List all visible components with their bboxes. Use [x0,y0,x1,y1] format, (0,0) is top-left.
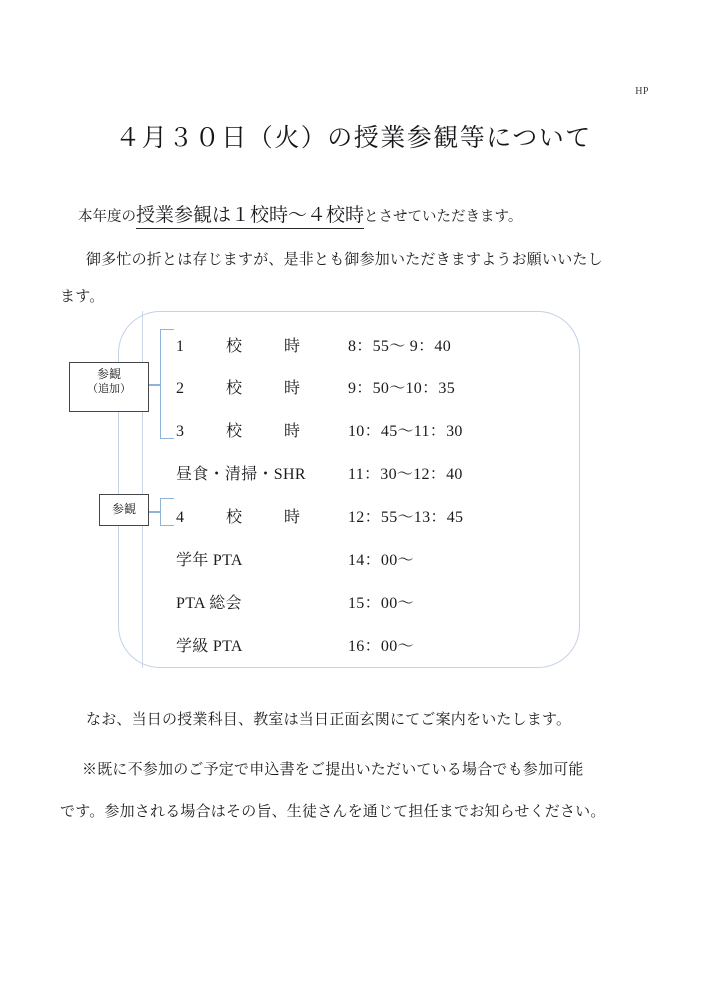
annotation-label-main: 参観 [96,367,121,381]
schedule-row-time: 9：50～10：35 [348,380,455,397]
schedule-row-time: 11：30～12：40 [348,466,463,483]
bracket-stub-1 [149,384,161,386]
schedule-row [118,375,580,418]
annotation-label-main: 参観 [111,502,136,516]
lead-prefix: 本年度の [78,209,136,225]
schedule-row-label: 学年 PTA [176,552,243,569]
schedule-row-label: PTA 総会 [176,595,242,612]
schedule-row-label: 2 校 時 [176,380,314,397]
schedule-row-time: 12：55～13：45 [348,509,464,526]
footer-note-1: なお、当日の授業科目、教室は当日正面玄関にてご案内をいたします。 [86,712,572,728]
schedule-row-time: 14：00～ [348,552,414,569]
schedule-row [118,461,580,504]
schedule-row [118,547,580,590]
intro-paragraph-line2: ます。 [60,289,105,305]
schedule-row [118,504,580,547]
annotation-box-sankan-additional [69,362,149,412]
schedule-row-label: 1 校 時 [176,338,314,355]
bracket-stub-2 [149,511,161,513]
schedule-row-label: 昼食・清掃・SHR [176,466,306,483]
lead-suffix: とさせていただきます。 [364,209,523,225]
bracket-period-4 [160,498,174,526]
annotation-box-sankan [99,494,149,526]
schedule-row-label: 4 校 時 [176,509,314,526]
schedule-row [118,418,580,461]
schedule-list [118,311,580,668]
schedule-row-time: 10：45～11：30 [348,423,463,440]
schedule-row-label: 3 校 時 [176,423,314,440]
footer-note-2-line1: ※既に不参加のご予定で申込書をご提出いただいている場合でも参加可能 [82,762,584,778]
lead-emphasis: 授業参観は１校時～４校時 [136,205,364,229]
schedule-row [118,333,580,376]
schedule-row [118,590,580,633]
page-title: ４月３０日（火）の授業参観等について [115,125,592,152]
schedule-row-time: 8：55～ 9：40 [348,338,451,355]
bracket-periods-1-3 [160,329,174,439]
schedule-row-time: 16：00～ [348,638,414,655]
schedule-row-time: 15：00～ [348,595,414,612]
hp-marker: HP [635,86,649,97]
schedule-row-label: 学級 PTA [176,638,243,655]
lead-statement [78,200,522,227]
schedule-row [118,633,580,676]
annotation-label-sub: （追加） [87,383,131,396]
footer-note-2-line2: です。参加される場合はその旨、生徒さんを通じて担任までお知らせください。 [60,804,606,820]
intro-paragraph-line1: 御多忙の折とは存じますが、是非とも御参加いただきますようお願いいたし [86,252,603,268]
